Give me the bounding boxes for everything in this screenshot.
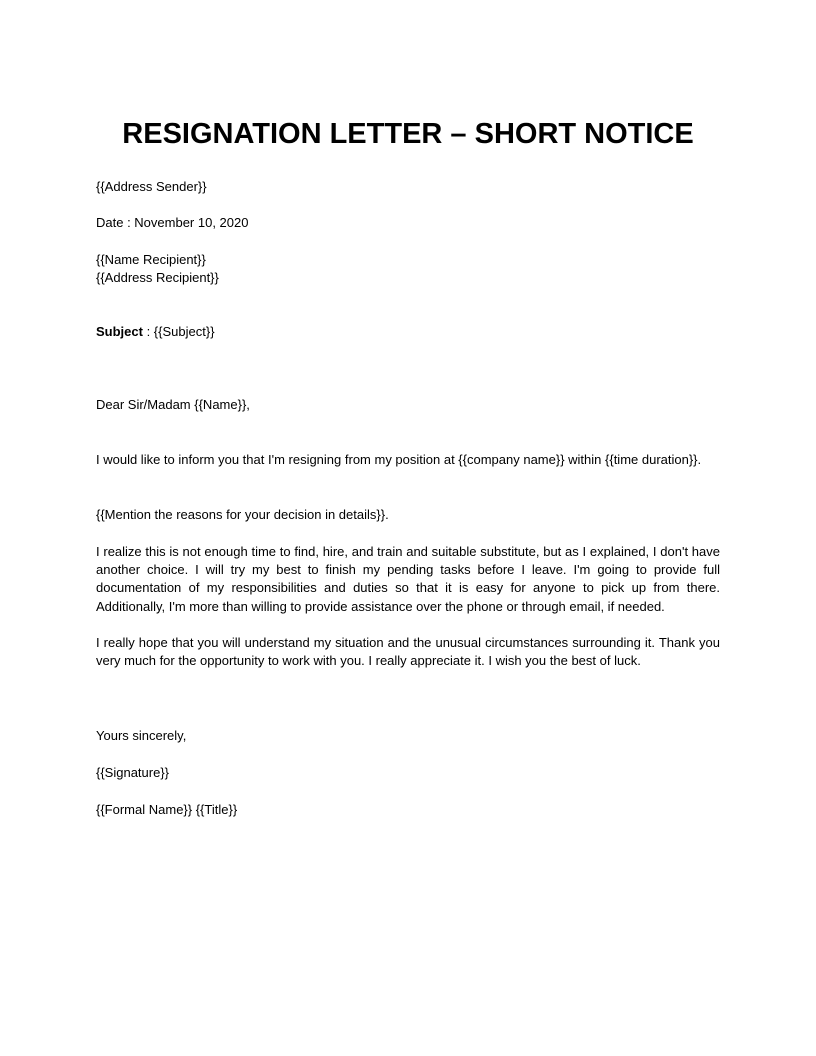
- body-paragraph-reasons: {{Mention the reasons for your decision in details}}.: [96, 507, 389, 522]
- document-title: RESIGNATION LETTER – SHORT NOTICE: [122, 118, 694, 150]
- sender-address: {{Address Sender}}: [96, 179, 207, 194]
- recipient-address: {{Address Recipient}}: [96, 270, 219, 285]
- body-paragraph-details: I realize this is not enough time to find, hire, and train and suitable substitute, but as I explained, I don't have another choice. I will try my best to finish my pending tasks before I leave. I'm going to provide full documentation of my responsibilities and duties so that it is easy for anyone to pick up from there. Additionally, I'm more than willing to provide assistance over the phone or through email, if needed.: [96, 544, 720, 614]
- subject-label: Subject: [96, 324, 143, 339]
- subject-value: : {{Subject}}: [142, 324, 215, 339]
- recipient-name: {{Name Recipient}}: [96, 252, 206, 267]
- body-paragraph-closing: I really hope that you will understand my situation and the unusual circumstances surrounding it. Thank you very much for the opportunity to work with you. I really appreciate it. I wish you the best of luck.: [96, 635, 720, 669]
- formal-name-title: {{Formal Name}} {{Title}}: [96, 802, 238, 817]
- body-paragraph-intro: I would like to inform you that I'm resigning from my position at {{company name}} within {{time duration}}.: [96, 452, 702, 467]
- subject-line: [96, 323, 215, 341]
- closing-line: Yours sincerely,: [96, 728, 187, 743]
- letter-date: Date : November 10, 2020: [96, 215, 249, 230]
- signature-placeholder: {{Signature}}: [96, 765, 170, 780]
- salutation: Dear Sir/Madam {{Name}},: [96, 397, 250, 412]
